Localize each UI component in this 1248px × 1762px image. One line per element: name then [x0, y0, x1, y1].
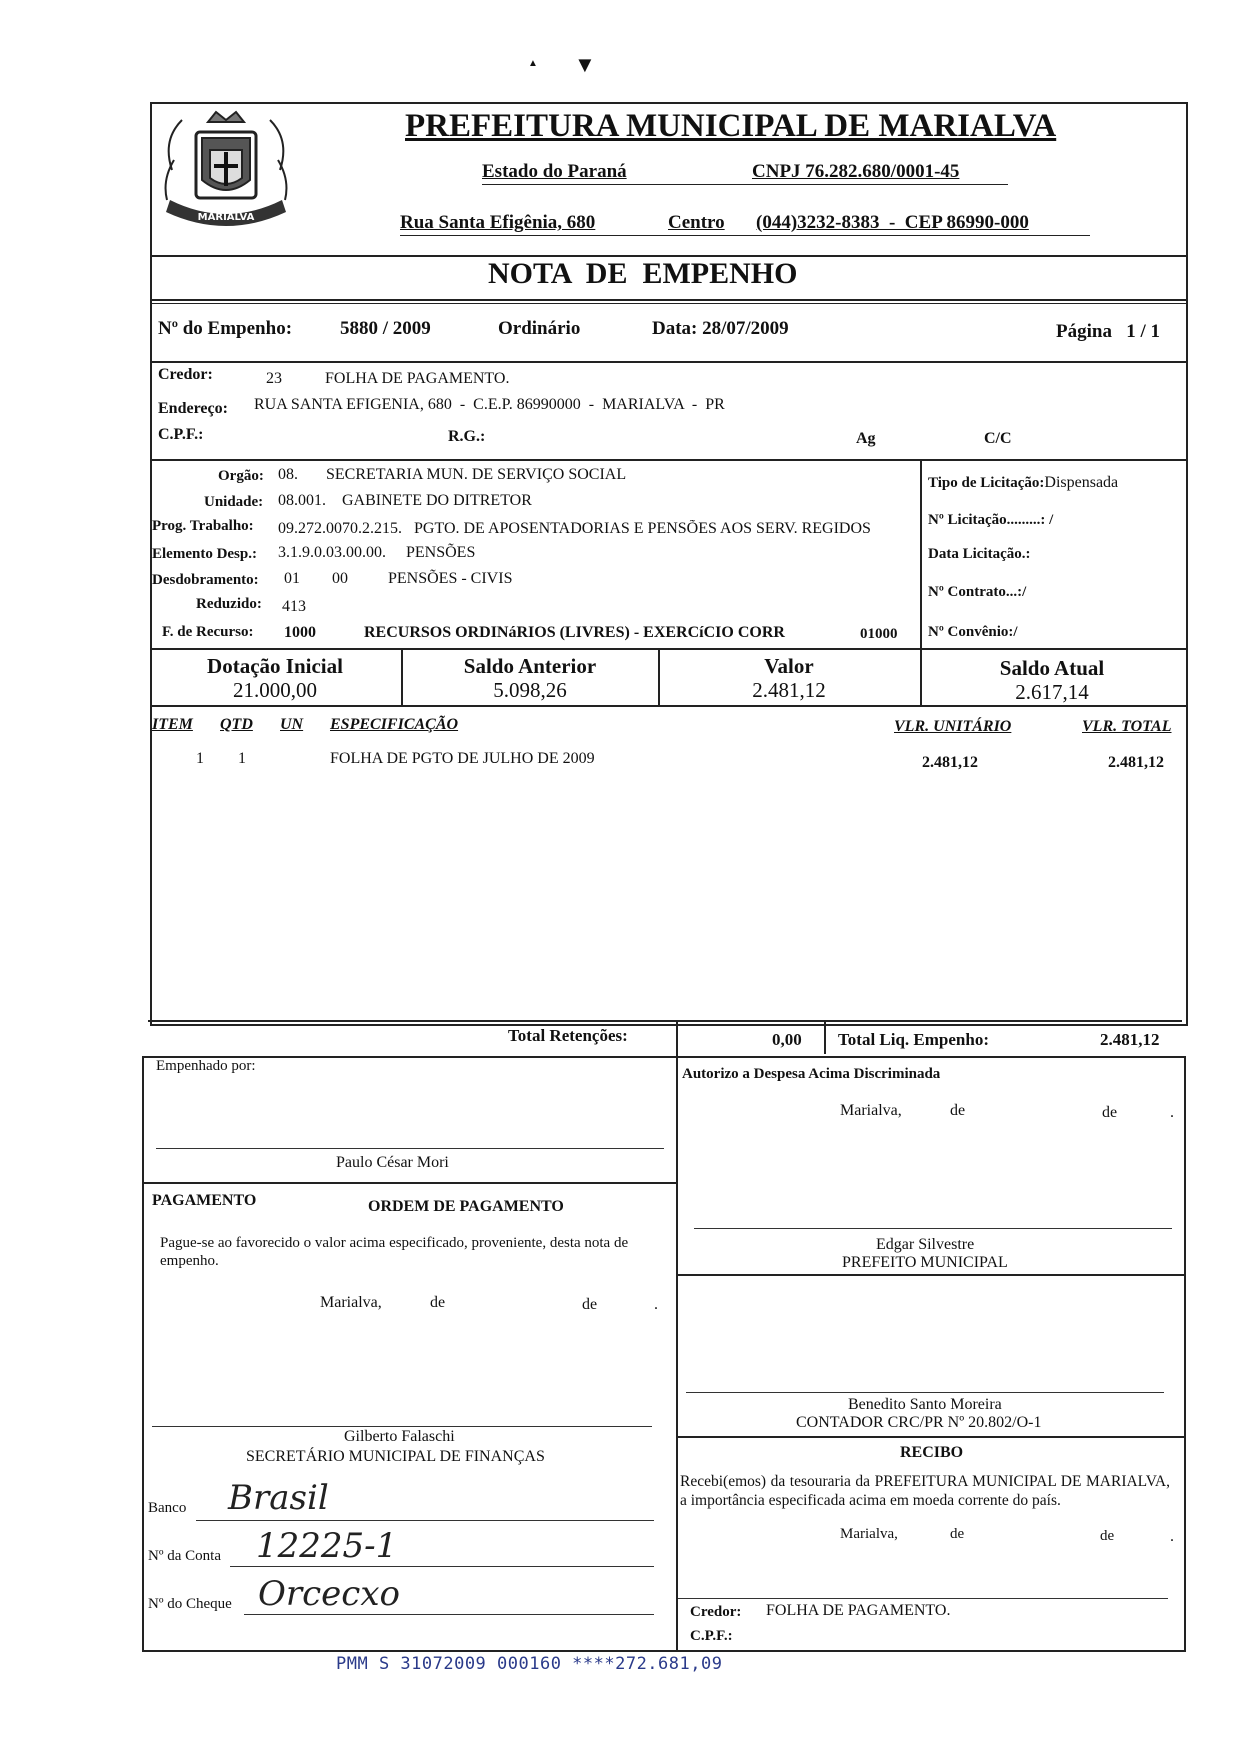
divider — [150, 303, 1186, 304]
desd-value: 01 00 PENSÕES - CIVIS — [284, 570, 513, 587]
seal-text: MARIALVA — [197, 212, 255, 223]
n-convenio: Nº Convênio:/ — [928, 624, 1018, 640]
pagamento-de-2: de — [582, 1296, 598, 1313]
prefeito-title: PREFEITO MUNICIPAL — [842, 1254, 1008, 1271]
divider — [676, 1274, 1184, 1276]
col-un: UN — [280, 716, 304, 733]
reduzido-value: 413 — [282, 598, 306, 615]
signature-line — [156, 1148, 664, 1149]
recibo-de-2: de — [1100, 1528, 1115, 1544]
contador-title: CONTADOR CRC/PR Nº 20.802/O-1 — [796, 1414, 1042, 1431]
recibo-credor-value: FOLHA DE PAGAMENTO. — [766, 1602, 951, 1619]
fonte-label: F. de Recurso: — [162, 624, 254, 640]
secretario-title: SECRETÁRIO MUNICIPAL DE FINANÇAS — [246, 1448, 545, 1465]
divider — [144, 1182, 676, 1184]
empenhado-label: Empenhado por: — [156, 1058, 256, 1074]
divider-v — [920, 460, 922, 648]
fonte-desc: RECURSOS ORDINáRIOS (LIVRES) - EXERCíCIO CORR — [364, 624, 785, 641]
ordem-label: ORDEM DE PAGAMENTO — [368, 1198, 564, 1215]
recibo-text: Recebi(emos) da tesouraria da PREFEITURA MUNICIPAL DE MARIALVA, a importância especificada acima em moeda corrente do país. — [680, 1473, 1170, 1509]
desd-label: Desdobramento: — [152, 572, 259, 588]
tipo-licitacao-label — [928, 474, 1118, 492]
empenho-value: 5880 / 2009 — [340, 318, 431, 339]
orgao-label: Orgão: — [218, 468, 264, 484]
document-frame — [150, 102, 1188, 1026]
header-underline — [482, 184, 1008, 185]
empenhado-name: Paulo César Mori — [336, 1154, 449, 1171]
unidade-label: Unidade: — [204, 494, 264, 510]
n-licitacao: Nº Licitação.........: / — [928, 512, 1054, 528]
header-state: Estado do Paraná — [482, 161, 627, 182]
divider-v — [676, 1020, 678, 1058]
recibo-title: RECIBO — [900, 1444, 964, 1461]
col-qtd: QTD — [220, 716, 253, 733]
doc-title: NOTA DE EMPENHO — [488, 257, 798, 290]
col-vtotal: VLR. TOTAL — [1082, 718, 1172, 735]
endereco-value: RUA SANTA EFIGENIA, 680 - C.E.P. 86990000 - MARIALVA - PR — [254, 396, 725, 413]
fonte-code: 1000 — [284, 624, 316, 641]
credor-label: Credor: — [158, 366, 213, 383]
divider — [150, 361, 1186, 363]
secretario-name: Gilberto Falaschi — [344, 1428, 455, 1445]
tipo-label: Tipo de Licitação: — [928, 475, 1045, 491]
unidade-value: 08.001. GABINETE DO DITRETOR — [278, 492, 532, 509]
row-vunit: 2.481,12 — [922, 754, 978, 771]
dotacao-value: 21.000,00 — [233, 678, 317, 702]
signature-line — [694, 1228, 1172, 1229]
row-qtd: 1 — [238, 750, 246, 767]
autorizo-de-2: de — [1102, 1104, 1118, 1121]
cc-label: C/C — [984, 430, 1012, 447]
pagamento-dot: . — [654, 1296, 658, 1313]
header-street: Rua Santa Efigênia, 680 — [400, 212, 596, 233]
cheque-handwriting: Orcecxo — [258, 1574, 400, 1614]
recibo-de-1: de — [950, 1526, 965, 1542]
machine-stamp: PMM S 31072009 000160 ****272.681,09 — [336, 1654, 723, 1674]
divider — [150, 648, 1186, 650]
divider — [150, 459, 1186, 461]
divider — [150, 705, 1186, 707]
divider — [676, 1436, 1184, 1438]
autorizo-city: Marialva, — [840, 1102, 902, 1119]
saldo-anterior-value: 5.098,26 — [493, 678, 567, 702]
autorizo-de-1: de — [950, 1102, 966, 1119]
contador-name: Benedito Santo Moreira — [848, 1396, 1002, 1413]
col-spec: ESPECIFICAÇÃO — [330, 716, 459, 733]
divider-v — [824, 1022, 826, 1054]
empenho-type: Ordinário — [498, 318, 581, 339]
endereco-label: Endereço: — [158, 400, 228, 417]
prefeito-name: Edgar Silvestre — [876, 1236, 975, 1253]
header-centro: Centro — [668, 212, 725, 233]
liq-value: 2.481,12 — [1100, 1030, 1160, 1049]
conta-label: Nº da Conta — [148, 1548, 221, 1564]
retencoes-label: Total Retenções: — [508, 1026, 628, 1045]
reduzido-label: Reduzido: — [196, 596, 262, 612]
banco-label: Banco — [148, 1500, 187, 1516]
cheque-label: Nº do Cheque — [148, 1596, 232, 1612]
cpf-label: C.P.F.: — [158, 426, 204, 443]
scan-mark-small: ▲ — [528, 58, 538, 69]
retencoes-value: 0,00 — [772, 1030, 802, 1049]
row-vtotal: 2.481,12 — [1108, 754, 1164, 771]
rg-label: R.G.: — [448, 428, 486, 445]
empenho-label: Nº do Empenho: — [158, 318, 293, 339]
liq-label: Total Liq. Empenho: — [838, 1030, 989, 1049]
header-title: PREFEITURA MUNICIPAL DE MARIALVA — [405, 108, 1057, 144]
pagamento-text: Pague-se ao favorecido o valor acima especificado, proveniente, desta nota de empenho. — [160, 1235, 629, 1269]
pagamento-de-1: de — [430, 1294, 446, 1311]
conta-line — [230, 1566, 654, 1567]
credor-name: FOLHA DE PAGAMENTO. — [325, 370, 510, 387]
header-phone-cep: (044)3232-8383 - CEP 86990-000 — [756, 212, 1029, 233]
col-vunit: VLR. UNITÁRIO — [894, 718, 1012, 735]
n-contrato: Nº Contrato...:/ — [928, 584, 1027, 600]
recibo-cpf-label: C.P.F.: — [690, 1628, 733, 1644]
recibo-dot: . — [1170, 1528, 1174, 1545]
cheque-line — [244, 1614, 654, 1615]
saldo-atual-value: 2.617,14 — [1015, 680, 1089, 704]
conta-handwriting: 12225-1 — [256, 1526, 398, 1566]
municipal-seal — [152, 100, 300, 250]
orgao-value: 08. SECRETARIA MUN. DE SERVIÇO SOCIAL — [278, 466, 627, 483]
divider — [148, 1020, 1182, 1022]
recibo-credor-label: Credor: — [690, 1604, 742, 1620]
recibo-city: Marialva, — [840, 1526, 898, 1542]
banco-line — [196, 1520, 654, 1521]
elem-label: Elemento Desp.: — [152, 546, 257, 562]
autorizo-label: Autorizo a Despesa Acima Discriminada — [682, 1066, 941, 1082]
valor-label: Valor — [764, 654, 814, 678]
pagamento-label: PAGAMENTO — [152, 1192, 257, 1209]
divider — [150, 299, 1186, 301]
scan-mark: ▼ — [574, 52, 596, 77]
autorizo-dot: . — [1170, 1104, 1174, 1121]
signature-line — [152, 1426, 652, 1427]
tipo-value: Dispensada — [1044, 474, 1119, 491]
header-underline-2 — [400, 235, 1090, 236]
header-cnpj: CNPJ 76.282.680/0001-45 — [752, 161, 960, 182]
page-number: Página 1 / 1 — [1056, 321, 1160, 342]
data-licitacao: Data Licitação.: — [928, 546, 1031, 562]
saldo-anterior-label: Saldo Anterior — [463, 654, 597, 678]
empenho-date: Data: 28/07/2009 — [652, 318, 789, 339]
signature-line — [678, 1598, 1168, 1599]
row-spec: FOLHA DE PGTO DE JULHO DE 2009 — [330, 750, 595, 767]
pagamento-city: Marialva, — [320, 1294, 382, 1311]
table-row — [150, 746, 1184, 776]
row-item: 1 — [196, 750, 204, 767]
prog-label: Prog. Trabalho: — [152, 518, 254, 534]
signature-line — [686, 1392, 1164, 1393]
col-item: ITEM — [152, 716, 193, 733]
banco-handwriting: Brasil — [228, 1478, 329, 1518]
dotacao-label: Dotação Inicial — [207, 654, 343, 678]
valor-value: 2.481,12 — [752, 678, 826, 702]
fonte-ref: 01000 — [860, 626, 898, 642]
prog-value: 09.272.0070.2.215. PGTO. DE APOSENTADORIAS E PENSÕES AOS SERV. REGIDOS — [278, 520, 871, 537]
center-divider — [676, 1056, 678, 1650]
credor-code: 23 — [266, 370, 282, 387]
saldo-atual-label: Saldo Atual — [999, 656, 1105, 680]
ag-label: Ag — [856, 430, 876, 447]
elem-value: 3.1.9.0.03.00.00. PENSÕES — [278, 544, 476, 561]
